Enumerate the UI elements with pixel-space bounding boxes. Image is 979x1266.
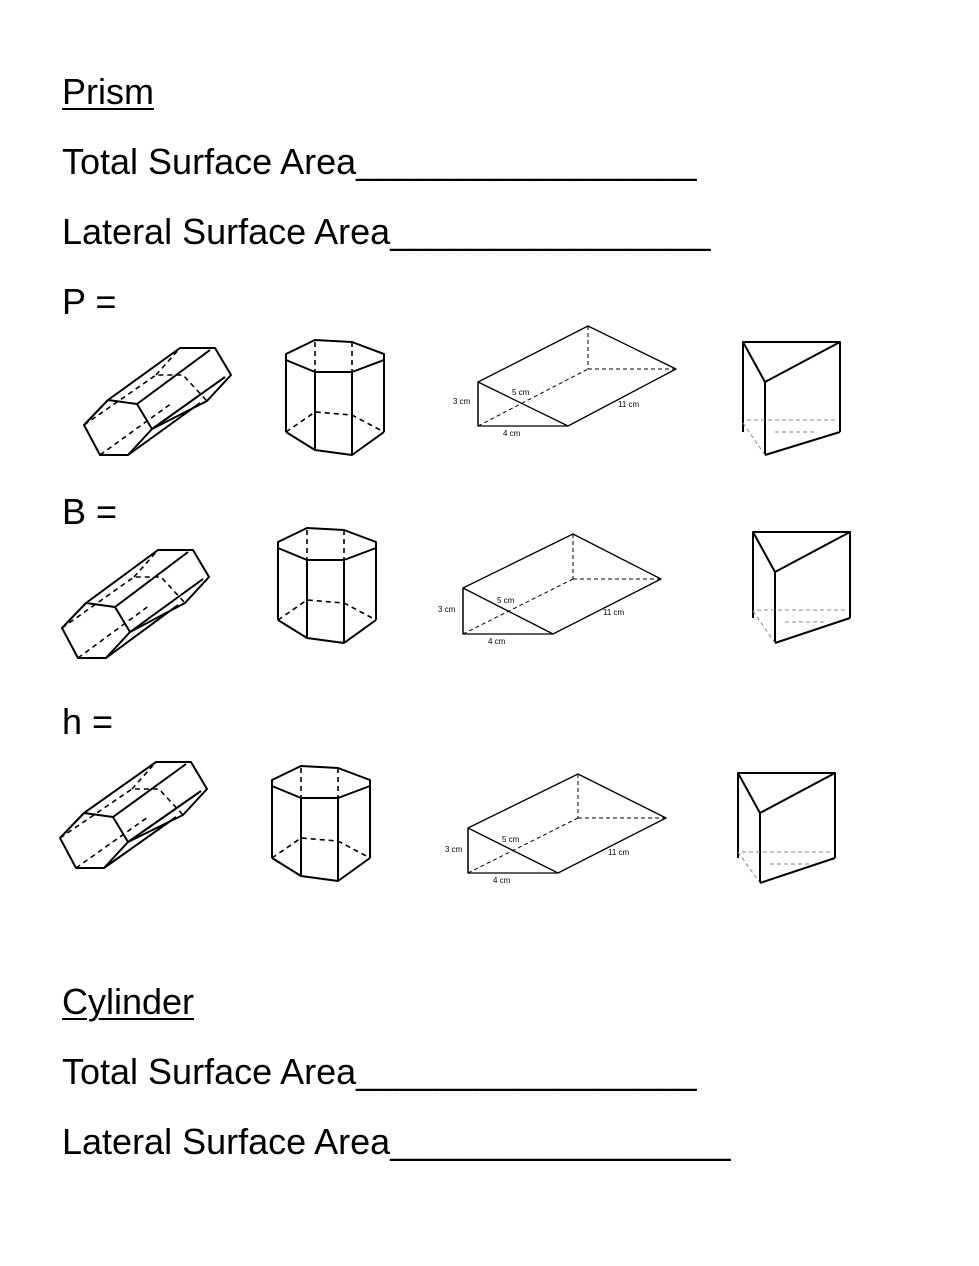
dim-height-label: 3 cm <box>445 845 463 854</box>
upright-triangular-prism-icon <box>745 528 860 673</box>
cylinder-lateral-surface-area-blank[interactable]: Lateral Surface Area_________________ <box>62 1121 731 1162</box>
dim-length-label: 11 cm <box>603 608 625 617</box>
shapes-row-perimeter <box>0 320 979 470</box>
dim-height-label: 3 cm <box>438 605 456 614</box>
triangular-prism-dimensions-icon <box>450 320 690 450</box>
upright-triangular-prism-icon <box>730 740 845 885</box>
shapes-row-base-area <box>0 528 979 678</box>
prism-heading: Prism <box>62 71 154 112</box>
dim-base-label: 4 cm <box>503 429 521 438</box>
height-label: h = <box>62 701 114 742</box>
dim-length-label: 11 cm <box>618 400 640 409</box>
hexagonal-prism-icon <box>280 320 390 465</box>
oblique-hexagonal-prism-icon <box>80 320 205 465</box>
perimeter-label: P = <box>62 281 117 322</box>
cylinder-heading: Cylinder <box>62 981 195 1022</box>
dim-height-label: 3 cm <box>453 397 471 406</box>
upright-triangular-prism-icon <box>735 320 850 465</box>
hexagonal-prism-icon <box>266 740 376 885</box>
oblique-hexagonal-prism-icon <box>56 740 186 885</box>
oblique-hexagonal-prism-icon <box>58 528 188 673</box>
hexagonal-prism-icon <box>272 528 382 673</box>
dim-base-label: 4 cm <box>493 876 511 885</box>
dim-hypotenuse-label: 5 cm <box>502 835 520 844</box>
prism-total-surface-area-blank[interactable]: Total Surface Area_________________ <box>62 141 697 182</box>
dim-hypotenuse-label: 5 cm <box>512 388 530 397</box>
prism-lateral-surface-area-blank[interactable]: Lateral Surface Area________________ <box>62 211 711 252</box>
triangular-prism-dimensions-icon <box>435 528 675 658</box>
base-area-label: B = <box>62 491 118 532</box>
dim-hypotenuse-label: 5 cm <box>497 596 515 605</box>
shapes-row-height <box>0 740 979 890</box>
dim-length-label: 11 cm <box>608 848 630 857</box>
dim-base-label: 4 cm <box>488 637 506 646</box>
triangular-prism-dimensions-icon <box>440 740 680 885</box>
cylinder-total-surface-area-blank[interactable]: Total Surface Area_________________ <box>62 1051 697 1092</box>
